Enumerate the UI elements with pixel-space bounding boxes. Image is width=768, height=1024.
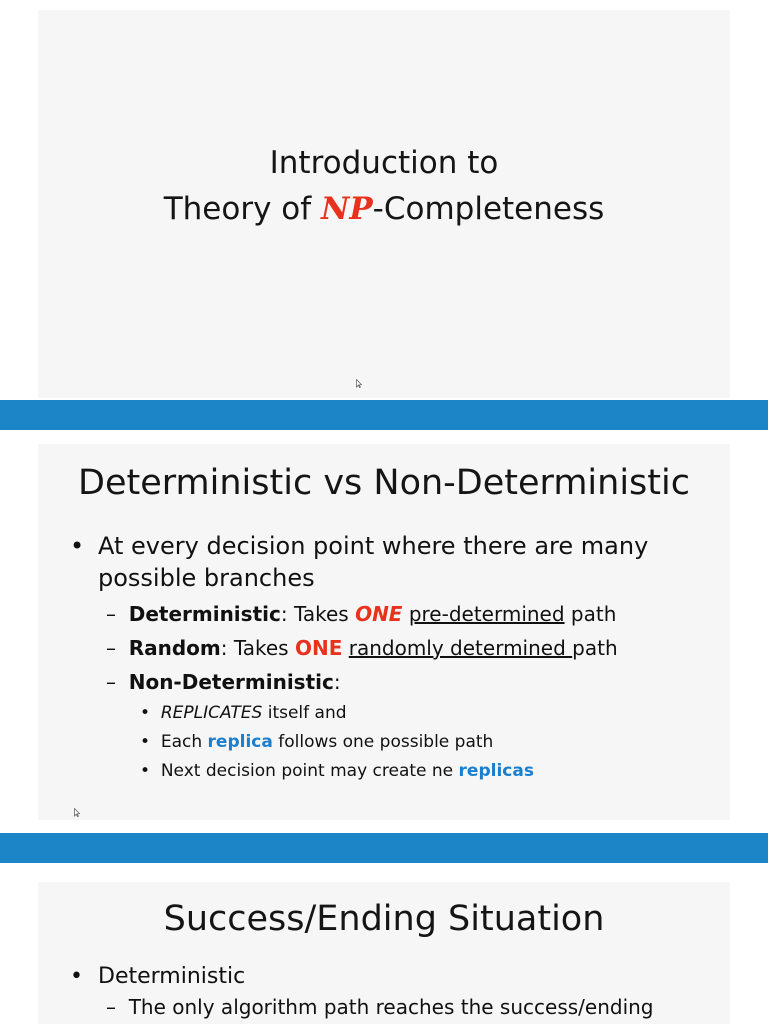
item-nondeterministic xyxy=(106,669,341,695)
det-one: ONE xyxy=(355,602,403,626)
nondet-colon: : xyxy=(333,670,341,694)
replicates-rest: itself and xyxy=(262,703,347,723)
dash-icon: – xyxy=(106,670,129,694)
nondet-label: Non-Deterministic xyxy=(128,670,334,694)
title-prefix: Theory of xyxy=(163,191,322,227)
sub-item-replicates xyxy=(140,702,347,724)
rand-label: Random xyxy=(128,636,221,660)
slide3-title: Success/Ending Situation xyxy=(163,899,605,939)
bullet-dot-icon: • xyxy=(70,964,83,989)
rand-colon: : Takes xyxy=(220,636,295,660)
slide2-title: Deterministic vs Non-Deterministic xyxy=(78,463,690,503)
only-path-text: The only algorithm path reaches the success/ending xyxy=(128,995,654,1019)
sub-item-each-replica xyxy=(140,731,493,753)
rand-one: ONE xyxy=(294,636,343,660)
bullet-dot-icon: • xyxy=(140,732,161,752)
divider-bar xyxy=(0,400,768,430)
replicas-word: replicas xyxy=(458,761,534,781)
bullet-text: Deterministic xyxy=(98,964,246,989)
item-random xyxy=(106,635,618,661)
each-pre: Each xyxy=(160,732,208,752)
slide1-title xyxy=(38,140,730,232)
dash-icon: – xyxy=(106,636,129,660)
det-tail: path xyxy=(564,602,617,626)
each-post: follows one possible path xyxy=(272,732,494,752)
bullet-deterministic xyxy=(70,961,245,993)
slide1-title-line1: Introduction to xyxy=(269,145,499,181)
bullet-decision-point xyxy=(70,530,670,594)
slide-deterministic xyxy=(38,444,730,820)
item-only-path xyxy=(106,994,654,1020)
rand-underlined: randomly determined xyxy=(348,636,573,660)
slide-success-ending xyxy=(38,882,730,1024)
replica-word: replica xyxy=(207,732,273,752)
slide-title xyxy=(38,10,730,398)
item-deterministic xyxy=(106,601,616,627)
dash-icon: – xyxy=(106,602,129,626)
title-suffix: -Completeness xyxy=(372,191,605,227)
mouse-cursor-icon xyxy=(74,808,80,817)
np-text: NP xyxy=(321,191,373,227)
next-pre: Next decision point may create ne xyxy=(160,761,459,781)
bullet-text: At every decision point where there are many possible branches xyxy=(98,532,649,592)
divider-bar xyxy=(0,833,768,863)
dash-icon: – xyxy=(106,995,129,1019)
rand-tail: path xyxy=(572,636,618,660)
det-underlined: pre-determined xyxy=(408,602,565,626)
replicates-italic: REPLICATES xyxy=(160,703,263,723)
slide1-title-line2 xyxy=(38,186,730,232)
det-colon: : Takes xyxy=(280,602,356,626)
det-label: Deterministic xyxy=(128,602,281,626)
bullet-dot-icon: • xyxy=(140,703,161,723)
sub-item-next-decision xyxy=(140,760,534,782)
bullet-dot-icon: • xyxy=(70,532,85,560)
mouse-cursor-icon xyxy=(356,379,362,388)
bullet-dot-icon: • xyxy=(140,761,161,781)
